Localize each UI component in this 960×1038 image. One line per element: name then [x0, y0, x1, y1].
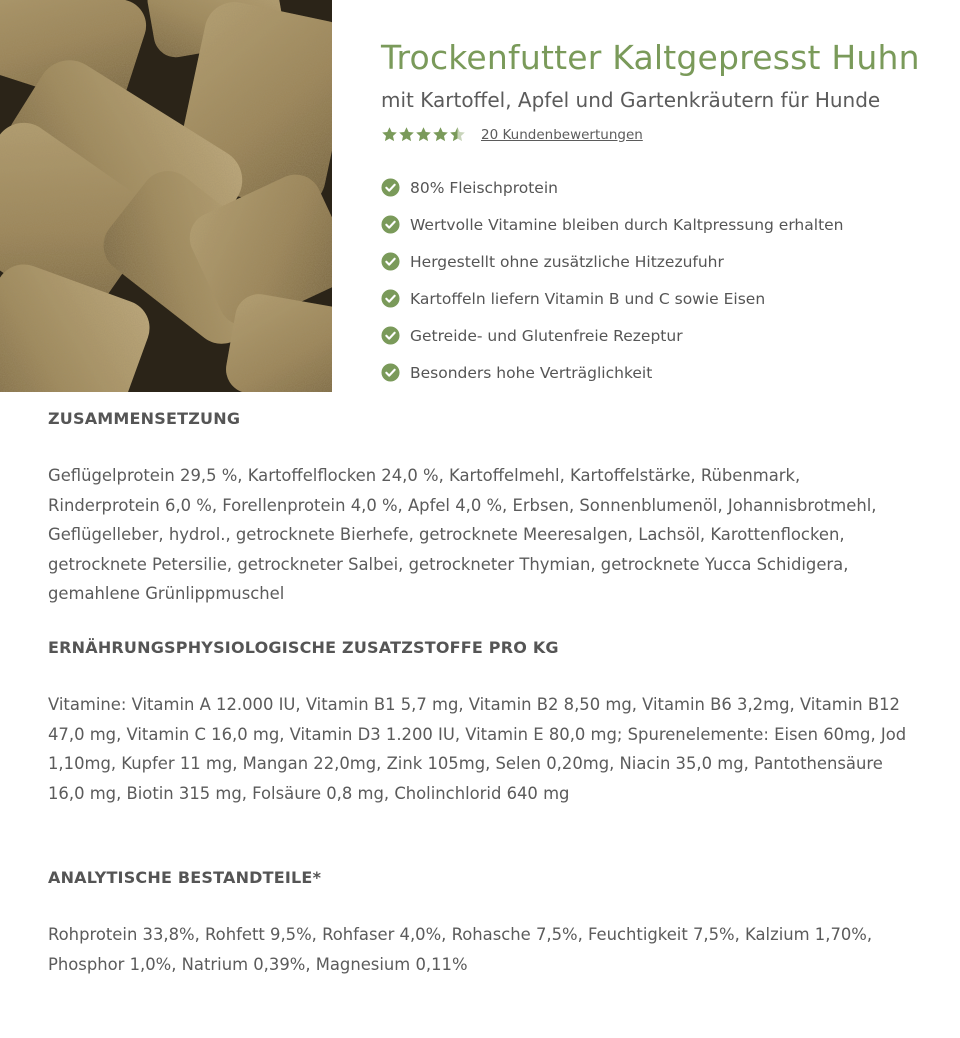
product-photo — [0, 0, 332, 392]
rating — [381, 126, 643, 143]
product-subtitle: mit Kartoffel, Apfel und Gartenkräutern für Hunde — [381, 88, 881, 112]
additives-heading: ERNÄHRUNGSPHYSIOLOGISCHE ZUSATZSTOFFE PRO KG — [48, 638, 559, 657]
feature-text: Getreide- und Glutenfreie Rezeptur — [410, 326, 683, 345]
rating-stars — [381, 126, 466, 143]
composition-section — [48, 409, 908, 609]
feature-item — [381, 169, 844, 206]
feature-list — [381, 169, 844, 391]
feature-text: 80% Fleischprotein — [410, 178, 558, 197]
reviews-link[interactable]: 20 Kundenbewertungen — [481, 126, 643, 143]
check-circle-icon — [381, 178, 400, 197]
check-circle-icon — [381, 326, 400, 345]
feature-item — [381, 280, 844, 317]
feature-item — [381, 354, 844, 391]
additives-text: Vitamine: Vitamin A 12.000 IU, Vitamin B1 5,7 mg, Vitamin B2 8,50 mg, Vitamin B6 3,2mg, Vitamin B12 47,0 mg, Vitamin C 16,0 mg, Vitamin D3 1.200 IU, Vitamin E 80,0 mg; Spurenelemente: Eisen 60mg, Jod 1,10mg, Kupfer 11 mg, Mangan 22,0mg, Zink 105mg, Selen 0,20mg, Niacin 35,0 mg, Pantothensäure 16,0 mg, Biotin 315 mg, Folsäure 0,8 mg, Cholinchlorid 640 mg — [48, 695, 907, 803]
star-icon — [432, 126, 449, 143]
feature-item — [381, 206, 844, 243]
kibble-photo-icon — [0, 0, 332, 392]
feature-item — [381, 243, 844, 280]
analytical-text: Rohprotein 33,8%, Rohfett 9,5%, Rohfaser 4,0%, Rohasche 7,5%, Feuchtigkeit 7,5%, Kalzium 1,70%, Phosphor 1,0%, Natrium 0,39%, Magnesium 0,11% — [48, 925, 873, 974]
feature-text: Hergestellt ohne zusätzliche Hitzezufuhr — [410, 252, 724, 271]
composition-text: Geflügelprotein 29,5 %, Kartoffelflocken 24,0 %, Kartoffelmehl, Kartoffelstärke, Rübenmark, Rinderprotein 6,0 %, Forellenprotein 4,0 %, Apfel 4,0 %, Erbsen, Sonnenblumenöl, Johannisbrotmehl, Geflügelleber, hydrol., getrocknete Bierhefe, getrocknete Meeresalgen, Lachsöl, Karottenflocken, getrocknete Petersilie, getrockneter Salbei, getrockneter Thymian, getrocknete Yucca Schidigera, gemahlene Grünlippmuschel — [48, 466, 877, 604]
check-circle-icon — [381, 289, 400, 308]
feature-text: Besonders hohe Verträglichkeit — [410, 363, 653, 382]
feature-item — [381, 317, 844, 354]
feature-text: Kartoffeln liefern Vitamin B und C sowie Eisen — [410, 289, 766, 308]
star-icon — [398, 126, 415, 143]
additives-section — [48, 638, 908, 808]
check-circle-icon — [381, 215, 400, 234]
feature-text: Wertvolle Vitamine bleiben durch Kaltpressung erhalten — [410, 215, 844, 234]
check-circle-icon — [381, 252, 400, 271]
star-icon — [415, 126, 432, 143]
analytical-section — [48, 868, 908, 979]
star-icon — [381, 126, 398, 143]
composition-heading: ZUSAMMENSETZUNG — [48, 409, 241, 428]
check-circle-icon — [381, 363, 400, 382]
product-title: Trockenfutter Kaltgepresst Huhn — [381, 38, 920, 77]
analytical-heading: ANALYTISCHE BESTANDTEILE* — [48, 868, 322, 887]
half-star-icon — [449, 126, 466, 143]
